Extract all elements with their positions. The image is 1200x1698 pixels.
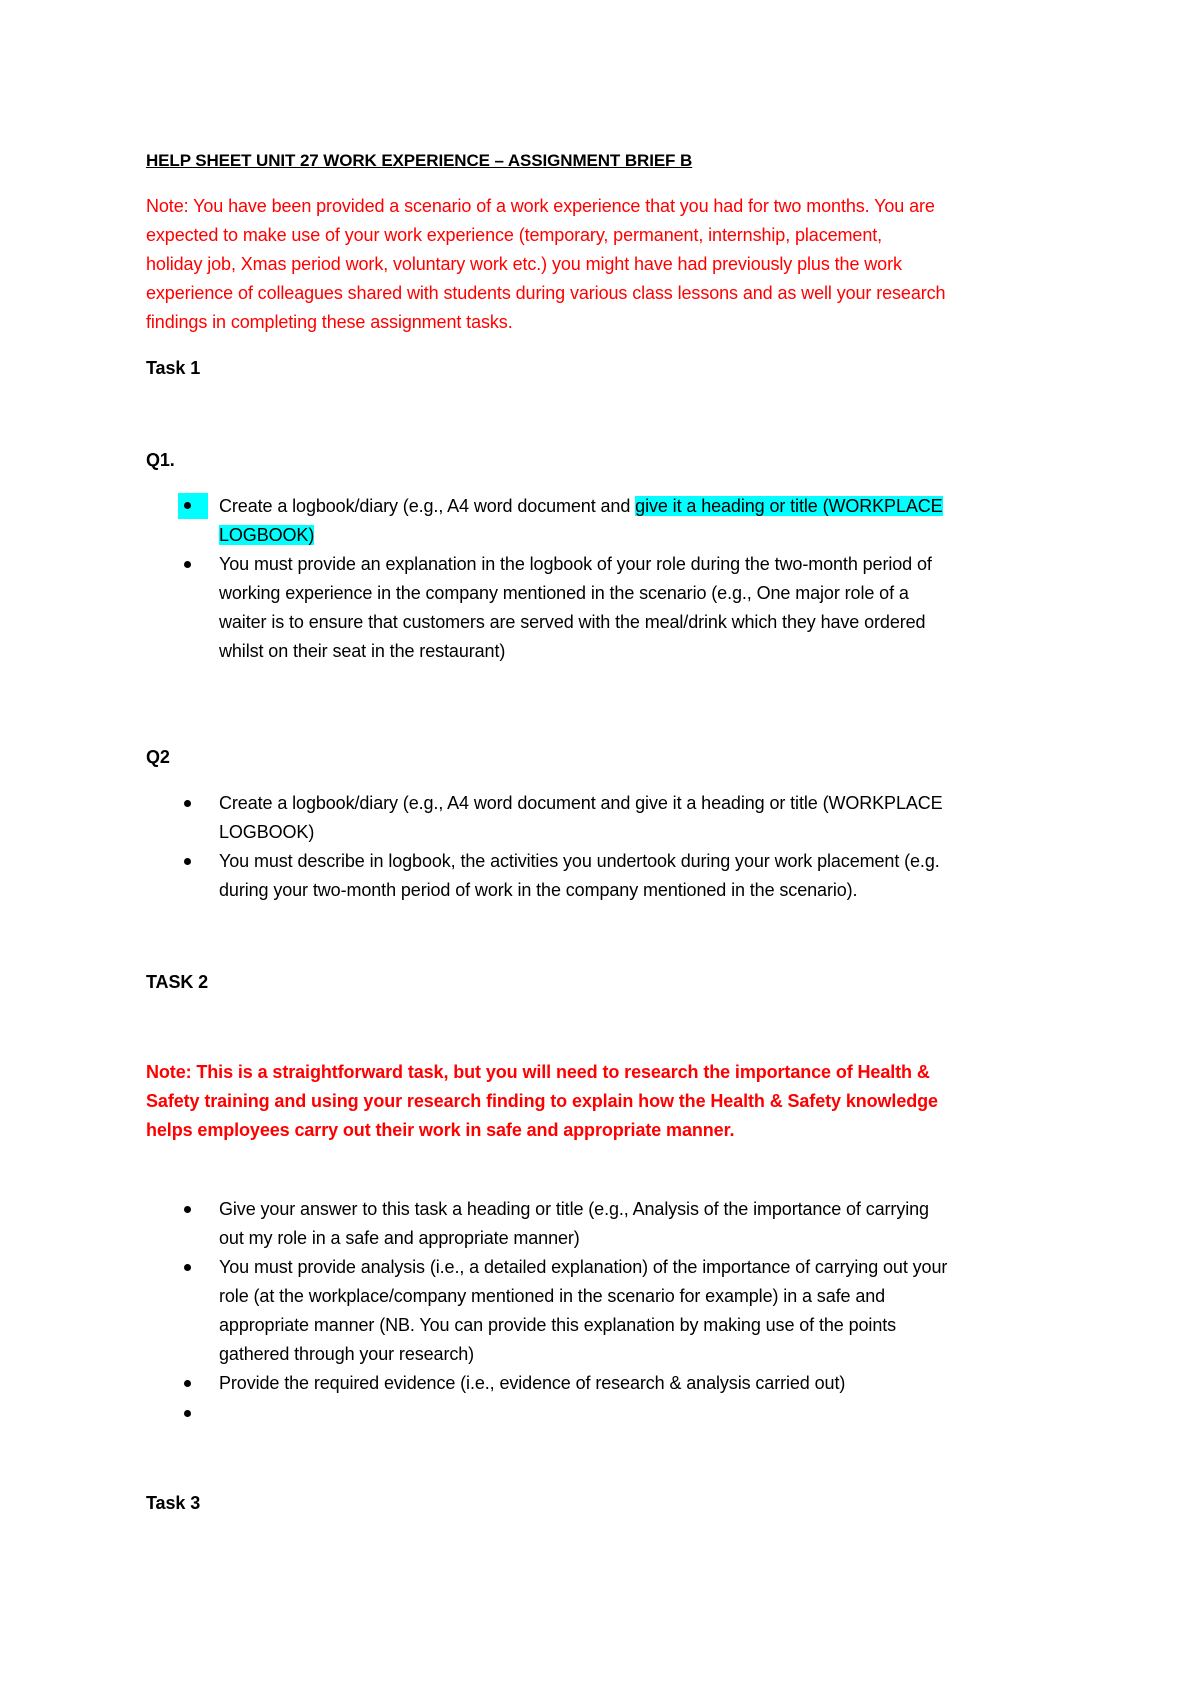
q2-bullet-1-line: LOGBOOK)	[219, 822, 315, 842]
q1-label: Q1.	[146, 450, 175, 470]
q1-bullet-1	[219, 492, 943, 521]
task2-bullet-1-line: out my role in a safe and appropriate manner)	[219, 1228, 580, 1248]
q1-bullet-1-highlight: give it a heading or title (WORKPLACE	[635, 496, 943, 516]
task3-title: Task 3	[146, 1493, 201, 1513]
task2-title: TASK 2	[146, 972, 209, 992]
bullet-marker	[184, 1264, 191, 1271]
bullet-marker	[184, 1206, 191, 1213]
bullet-marker	[184, 1380, 191, 1387]
task2-bullet-2-line: role (at the workplace/company mentioned in the scenario for example) in a safe and	[219, 1286, 886, 1306]
q1-bullet-2-line: working experience in the company mentioned in the scenario (e.g., One major role of a	[219, 583, 909, 603]
q2-bullet-1-line: Create a logbook/diary (e.g., A4 word document and give it a heading or title (WORKPLACE	[219, 793, 943, 813]
document-heading: HELP SHEET UNIT 27 WORK EXPERIENCE – ASSIGNMENT BRIEF B	[146, 151, 693, 170]
q1-bullet-1-highlight-cont: LOGBOOK)	[219, 525, 315, 545]
task2-bullet-3-line: Provide the required evidence (i.e., evidence of research & analysis carried out)	[219, 1373, 846, 1393]
q1-bullet-2-line: waiter is to ensure that customers are served with the meal/drink which they have ordered	[219, 612, 926, 632]
q2-bullet-2-line: during your two-month period of work in the company mentioned in the scenario).	[219, 880, 858, 900]
q1-bullet-1-cont	[219, 521, 314, 550]
task2-bullet-1-line: Give your answer to this task a heading or title (e.g., Analysis of the importance of carrying	[219, 1199, 929, 1219]
q2-bullet-2-line: You must describe in logbook, the activities you undertook during your work placement (e.g.	[219, 851, 940, 871]
q1-bullet-2-line: whilst on their seat in the restaurant)	[219, 641, 506, 661]
note-line: findings in completing these assignment tasks.	[146, 312, 513, 332]
task1-title: Task 1	[146, 358, 201, 378]
bullet-marker	[178, 493, 208, 519]
note-line: holiday job, Xmas period work, voluntary work etc.) you might have had previously plus the work	[146, 254, 902, 274]
bullet-marker-empty	[184, 1410, 191, 1417]
note-line: Note: You have been provided a scenario of a work experience that you had for two months. You are	[146, 196, 935, 216]
bullet-marker	[184, 858, 191, 865]
task2-bullet-2-line: gathered through your research)	[219, 1344, 475, 1364]
note-line: expected to make use of your work experience (temporary, permanent, internship, placement,	[146, 225, 883, 245]
q1-bullet-1-plain: Create a logbook/diary (e.g., A4 word document and	[219, 496, 636, 516]
task2-bullet-2-line: appropriate manner (NB. You can provide this explanation by making use of the points	[219, 1315, 897, 1335]
q1-bullet-2-line: You must provide an explanation in the logbook of your role during the two-month period of	[219, 554, 932, 574]
task2-note-line: Note: This is a straightforward task, but you will need to research the importance of Health &	[146, 1062, 930, 1082]
task2-note-line: helps employees carry out their work in safe and appropriate manner.	[146, 1120, 735, 1140]
bullet-marker	[184, 800, 191, 807]
note-line: experience of colleagues shared with students during various class lessons and as well your research	[146, 283, 946, 303]
task2-bullet-2-line: You must provide analysis (i.e., a detailed explanation) of the importance of carrying out your	[219, 1257, 948, 1277]
bullet-marker	[184, 561, 191, 568]
task2-note-line: Safety training and using your research finding to explain how the Health & Safety knowledge	[146, 1091, 938, 1111]
q2-label: Q2	[146, 747, 170, 767]
